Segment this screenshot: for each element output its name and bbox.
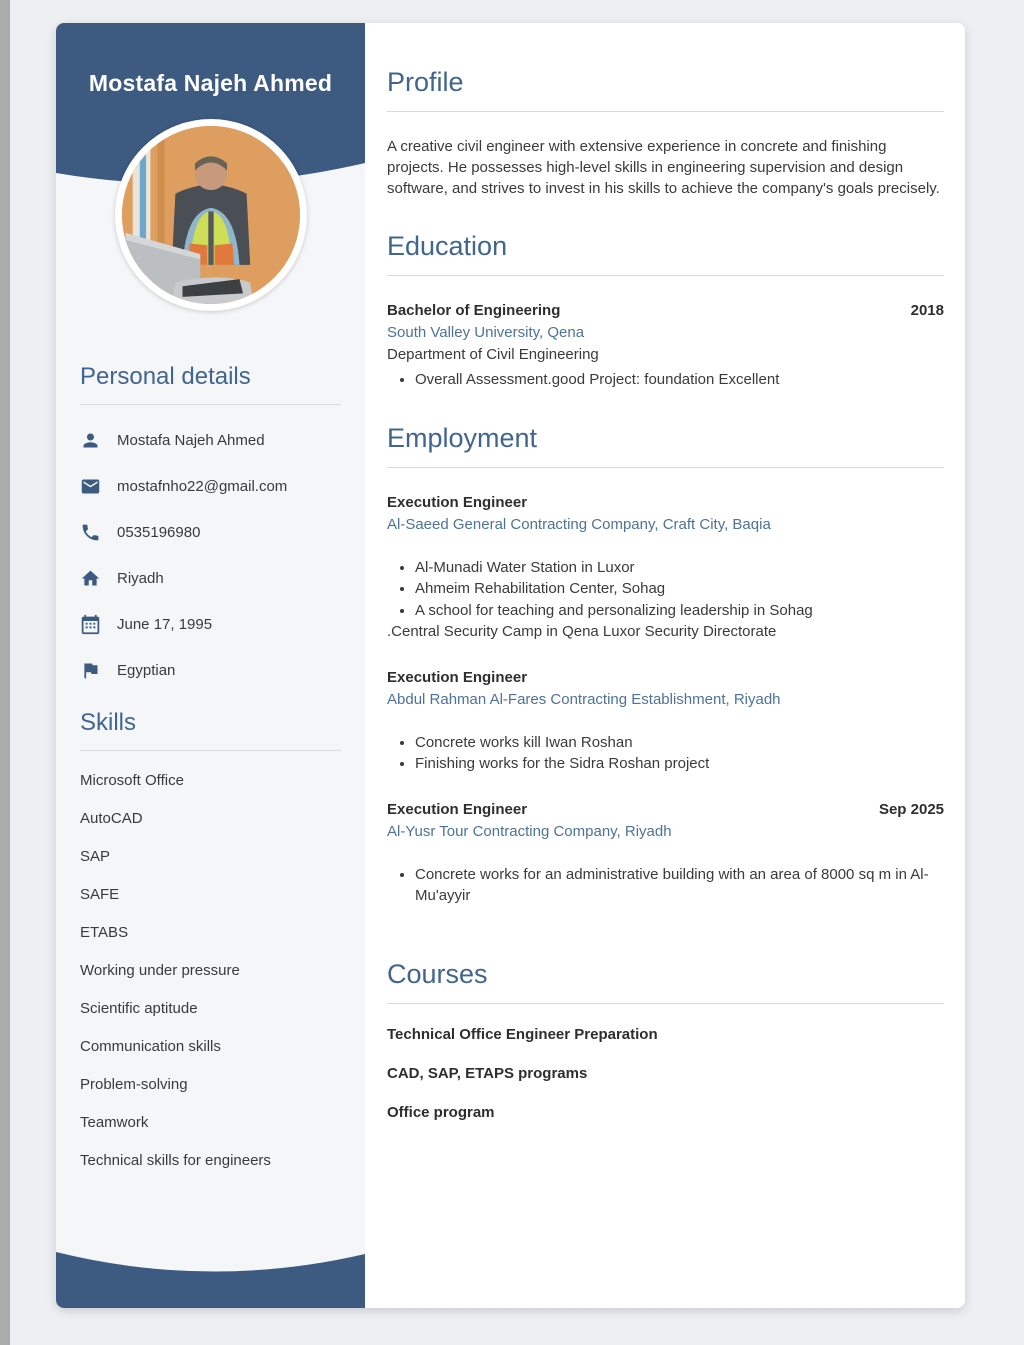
personal-detail-value: Egyptian (117, 662, 176, 679)
calendar-icon (80, 614, 101, 635)
window-edge-strip (0, 0, 10, 1345)
profile-section (387, 67, 944, 199)
course-item: Technical Office Engineer Preparation (387, 1025, 658, 1043)
bullet-item: • Concrete works for an administrative building with an area of 8000 sq m in Al-Mu'ayyir (415, 864, 944, 907)
course-item: Office program (387, 1103, 495, 1121)
course-item: CAD, SAP, ETAPS programs (387, 1064, 588, 1082)
mail-icon (80, 476, 101, 497)
education-entry (387, 302, 944, 391)
skill-item: SAP (80, 848, 111, 865)
personal-detail-item (80, 660, 341, 681)
skill-item: Problem-solving (80, 1076, 188, 1093)
education-title: Education (387, 231, 508, 261)
profile-text: A creative civil engineer with extensive experience in concrete and finishing projects. He possesses high-level skills in engineering supervision and design software, and strives to invest in his skills to achieve the company's goals precisely. (387, 138, 940, 197)
courses-section (387, 959, 944, 1121)
personal-detail-item (80, 476, 341, 497)
job-title: Execution Engineer (387, 668, 528, 686)
skill-item: Communication skills (80, 1038, 221, 1055)
personal-detail-value: Riyadh (117, 570, 164, 587)
company-name: Al-Saeed General Contracting Company, Craft City, Baqia (387, 515, 771, 533)
employment-bullets (387, 732, 944, 775)
personal-detail-value: 0535196980 (117, 524, 201, 541)
bullet-item: • Ahmeim Rehabilitation Center, Sohag (415, 578, 944, 600)
employment-entry (387, 801, 944, 907)
employment-entry-head (387, 669, 944, 686)
company-name: Al-Yusr Tour Contracting Company, Riyadh (387, 822, 672, 840)
bullet-item: • Concrete works kill Iwan Roshan (415, 732, 944, 754)
employment-entry (387, 669, 944, 775)
employment-entries (387, 494, 944, 907)
skills-section (56, 709, 365, 1169)
sidebar-bottom-curve (56, 1244, 365, 1308)
personal-detail-item (80, 614, 341, 635)
employment-entry (387, 494, 944, 643)
sidebar-header (56, 23, 365, 335)
employment-section (387, 423, 944, 907)
employment-note: .Central Security Camp in Qena Luxor Security Directorate (387, 623, 777, 640)
divider (80, 404, 341, 405)
personal-details-list (80, 430, 341, 681)
sidebar (56, 23, 365, 1308)
skill-item: Working under pressure (80, 962, 240, 979)
profile-title: Profile (387, 67, 464, 97)
personal-details-section (56, 363, 365, 681)
education-date: 2018 (910, 302, 944, 319)
profile-photo (115, 119, 307, 311)
skills-list (80, 772, 341, 1169)
employment-entry-head (387, 494, 944, 511)
education-entry-head (387, 302, 944, 319)
education-entries (387, 302, 944, 391)
education-bullets (387, 369, 944, 391)
candidate-name: Mostafa Najeh Ahmed (88, 70, 333, 96)
education-section (387, 231, 944, 391)
skill-item: Scientific aptitude (80, 1000, 198, 1017)
school-name: South Valley University, Qena (387, 324, 585, 341)
personal-detail-value: June 17, 1995 (117, 616, 213, 633)
skill-item: Microsoft Office (80, 772, 184, 789)
phone-icon (80, 522, 101, 543)
bullet-item: • Finishing works for the Sidra Roshan project (415, 753, 944, 775)
divider (80, 750, 341, 751)
divider (387, 275, 944, 276)
main-content (365, 23, 965, 1308)
user-icon (80, 430, 101, 451)
department-name: Department of Civil Engineering (387, 346, 599, 363)
job-date: Sep 2025 (878, 800, 944, 818)
home-icon (80, 568, 101, 589)
personal-detail-item (80, 568, 341, 589)
skills-title: Skills (80, 709, 137, 736)
skill-item: ETABS (80, 924, 129, 941)
employment-bullets (387, 864, 944, 907)
skill-item: SAFE (80, 886, 120, 903)
courses-list (387, 1026, 944, 1121)
cv-page (56, 23, 965, 1308)
personal-detail-value: Mostafa Najeh Ahmed (117, 432, 265, 449)
skill-item: Teamwork (80, 1114, 149, 1131)
divider (387, 467, 944, 468)
divider (387, 111, 944, 112)
job-title: Execution Engineer (387, 800, 528, 818)
bullet-item: • A school for teaching and personalizing leadership in Sohag (415, 600, 944, 622)
job-title: Execution Engineer (387, 493, 528, 511)
personal-detail-item (80, 522, 341, 543)
personal-detail-value: mostafnho22@gmail.com (117, 478, 288, 495)
personal-details-title: Personal details (80, 363, 251, 390)
skill-item: AutoCAD (80, 810, 143, 827)
employment-title: Employment (387, 422, 538, 453)
personal-detail-item (80, 430, 341, 451)
degree-title: Bachelor of Engineering (387, 302, 561, 319)
profile-photo-illustration (122, 126, 300, 304)
divider (387, 1003, 944, 1004)
company-name: Abdul Rahman Al-Fares Contracting Establishment, Riyadh (387, 690, 781, 708)
flag-icon (80, 660, 101, 681)
skill-item: Technical skills for engineers (80, 1152, 271, 1169)
bullet-item: • Overall Assessment.good Project: foundation Excellent (415, 369, 944, 391)
bullet-item: • Al-Munadi Water Station in Luxor (415, 557, 944, 579)
courses-title: Courses (387, 958, 488, 989)
employment-entry-head (387, 801, 944, 818)
employment-bullets (387, 557, 944, 622)
